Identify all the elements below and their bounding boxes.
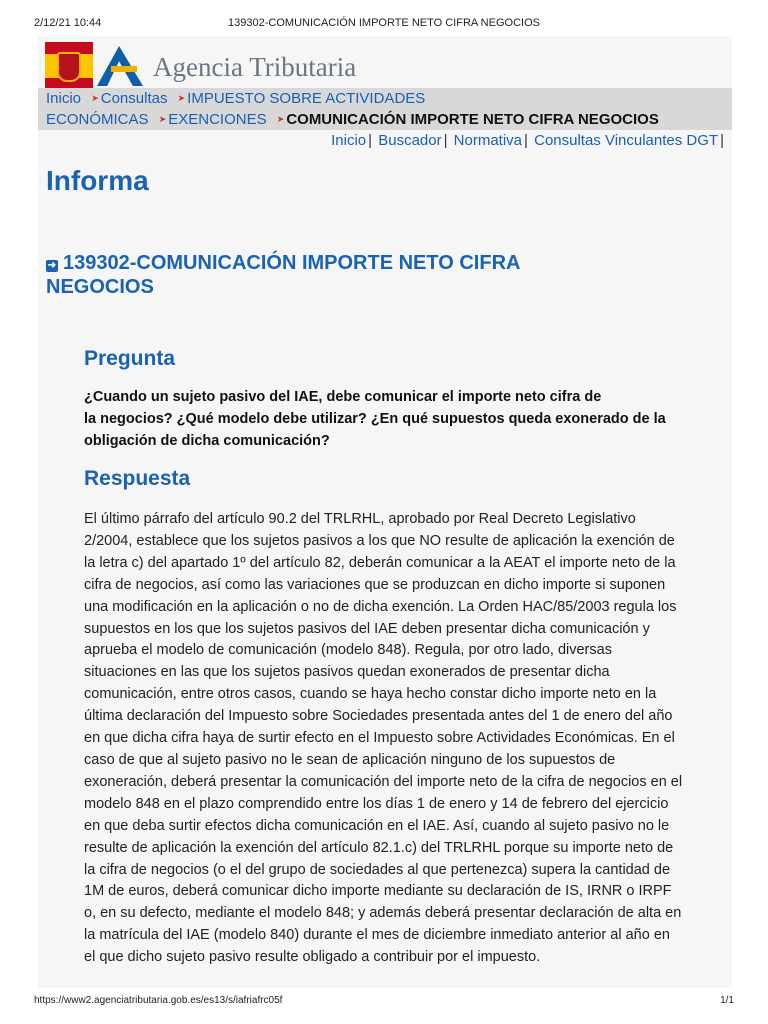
brand-name: Agencia Tributaria <box>153 52 357 82</box>
chevron-right-icon: ➤ <box>158 114 167 124</box>
answer-heading: Respuesta <box>84 467 191 490</box>
breadcrumb-current: COMUNICACIÓN IMPORTE NETO CIFRA NEGOCIOS <box>286 111 659 128</box>
print-header <box>0 0 768 36</box>
nav-consultas-vinculantes[interactable]: Consultas Vinculantes DGT <box>534 132 719 149</box>
site-logo[interactable] <box>45 42 445 90</box>
breadcrumb-iae-line1[interactable]: IMPUESTO SOBRE ACTIVIDADES <box>187 90 426 107</box>
chevron-right-icon: ➤ <box>276 114 285 124</box>
breadcrumb-inicio[interactable]: Inicio <box>46 90 82 107</box>
answer-text: El último párrafo del artículo 90.2 del TRLRHL, aprobado por Real Decreto Legislativo 2/2004, establece que los sujetos pasivos a los que NO resulte de aplicación la exención de la letra c) del apartado 1º del artículo 82, deberán comunicar a la AEAT el importe neto de la cifra de negocios, así como las variaciones que se produzcan en dicho importe si suponen una modificación en la aplicación o no de dicha exención. La Orden HAC/85/2003 regula los supuestos en los que los sujetos pasivos del IAE deben presentar dicha comunicación y aprueba el modelo de comunicación (modelo 848). Regula, por otro lado, diversas situaciones en las que los sujetos pasivos quedan exonerados de presentar dicha comunicación, entre otros casos, cuando se haya hecho constar dicho importe neto en la última declaración del Impuesto sobre Sociedades presentada antes del 1 de enero del año en que dicha cifra haya de surtir efecto en el Impuesto sobre Actividades Económicas. En el caso de que al sujeto pasivo no le sean de aplicación ninguno de los supuestos de exoneración, deberá presentar la comunicación del importe neto de la cifra de negocios en el modelo 848 en el plazo comprendido entre los días 1 de enero y 14 de febrero del ejercicio en que deba surtir efectos dicha comunicación en el IAE. Así, cuando al sujeto pasivo no le resulte de aplicación la exención del artículo 82.1.c) del TRLRHL porque su importe neto de la cifra de negocios (o el del grupo de sociedades al que pertenezca) supera la cantidad de 1M de euros, deberá comunicar dicho importe mediante su declaración de IS, IRNR o IRPF o, en su defecto, mediante el modelo 848; y además deberá presentar declaración de alta en la matrícula del IAE (modelo 840) durante el mes de diciembre inmediato anterior al año en el que dicho sujeto pasivo resulte obligado a contribuir por el impuesto. <box>84 511 683 966</box>
question-text: ¿Cuando un sujeto pasivo del IAE, debe comunicar el importe neto cifra de la negocios? ¿Qué modelo debe utilizar? ¿En qué supuestos queda exonerado de la obligación de dicha comunicación? <box>84 389 666 449</box>
print-footer <box>0 992 768 1012</box>
chevron-right-icon: ➤ <box>91 93 99 103</box>
document-title: ➜ 139302-COMUNICACIÓN IMPORTE NETO CIFRA NEGOCIOS <box>46 252 521 298</box>
nav-inicio[interactable]: Inicio <box>331 132 367 149</box>
chevron-right-icon: ➤ <box>177 93 186 103</box>
breadcrumb-iae-line2[interactable]: ECONÓMICAS <box>46 111 149 128</box>
top-nav: Inicio | Buscador | Normativa | Consultas Vinculantes DGT | <box>331 132 724 149</box>
page-content <box>38 36 732 988</box>
breadcrumb-exenciones[interactable]: EXENCIONES <box>168 111 267 128</box>
arrow-right-icon: ➜ <box>47 260 57 271</box>
question-heading: Pregunta <box>84 347 176 370</box>
breadcrumb-consultas[interactable]: Consultas <box>100 90 168 107</box>
spain-coat-of-arms-icon <box>45 42 93 90</box>
nav-buscador[interactable]: Buscador <box>378 132 442 149</box>
breadcrumb <box>38 88 732 130</box>
section-title: Informa <box>46 165 149 196</box>
nav-normativa[interactable]: Normativa <box>453 132 523 149</box>
print-url: https://www2.agenciatributaria.gob.es/es13/s/iafriafrc05f <box>34 995 283 1006</box>
print-datetime: 2/12/21 10:44 <box>34 17 102 29</box>
print-title: 139302-COMUNICACIÓN IMPORTE NETO CIFRA NEGOCIOS <box>228 17 540 29</box>
page-number: 1/1 <box>720 995 734 1006</box>
